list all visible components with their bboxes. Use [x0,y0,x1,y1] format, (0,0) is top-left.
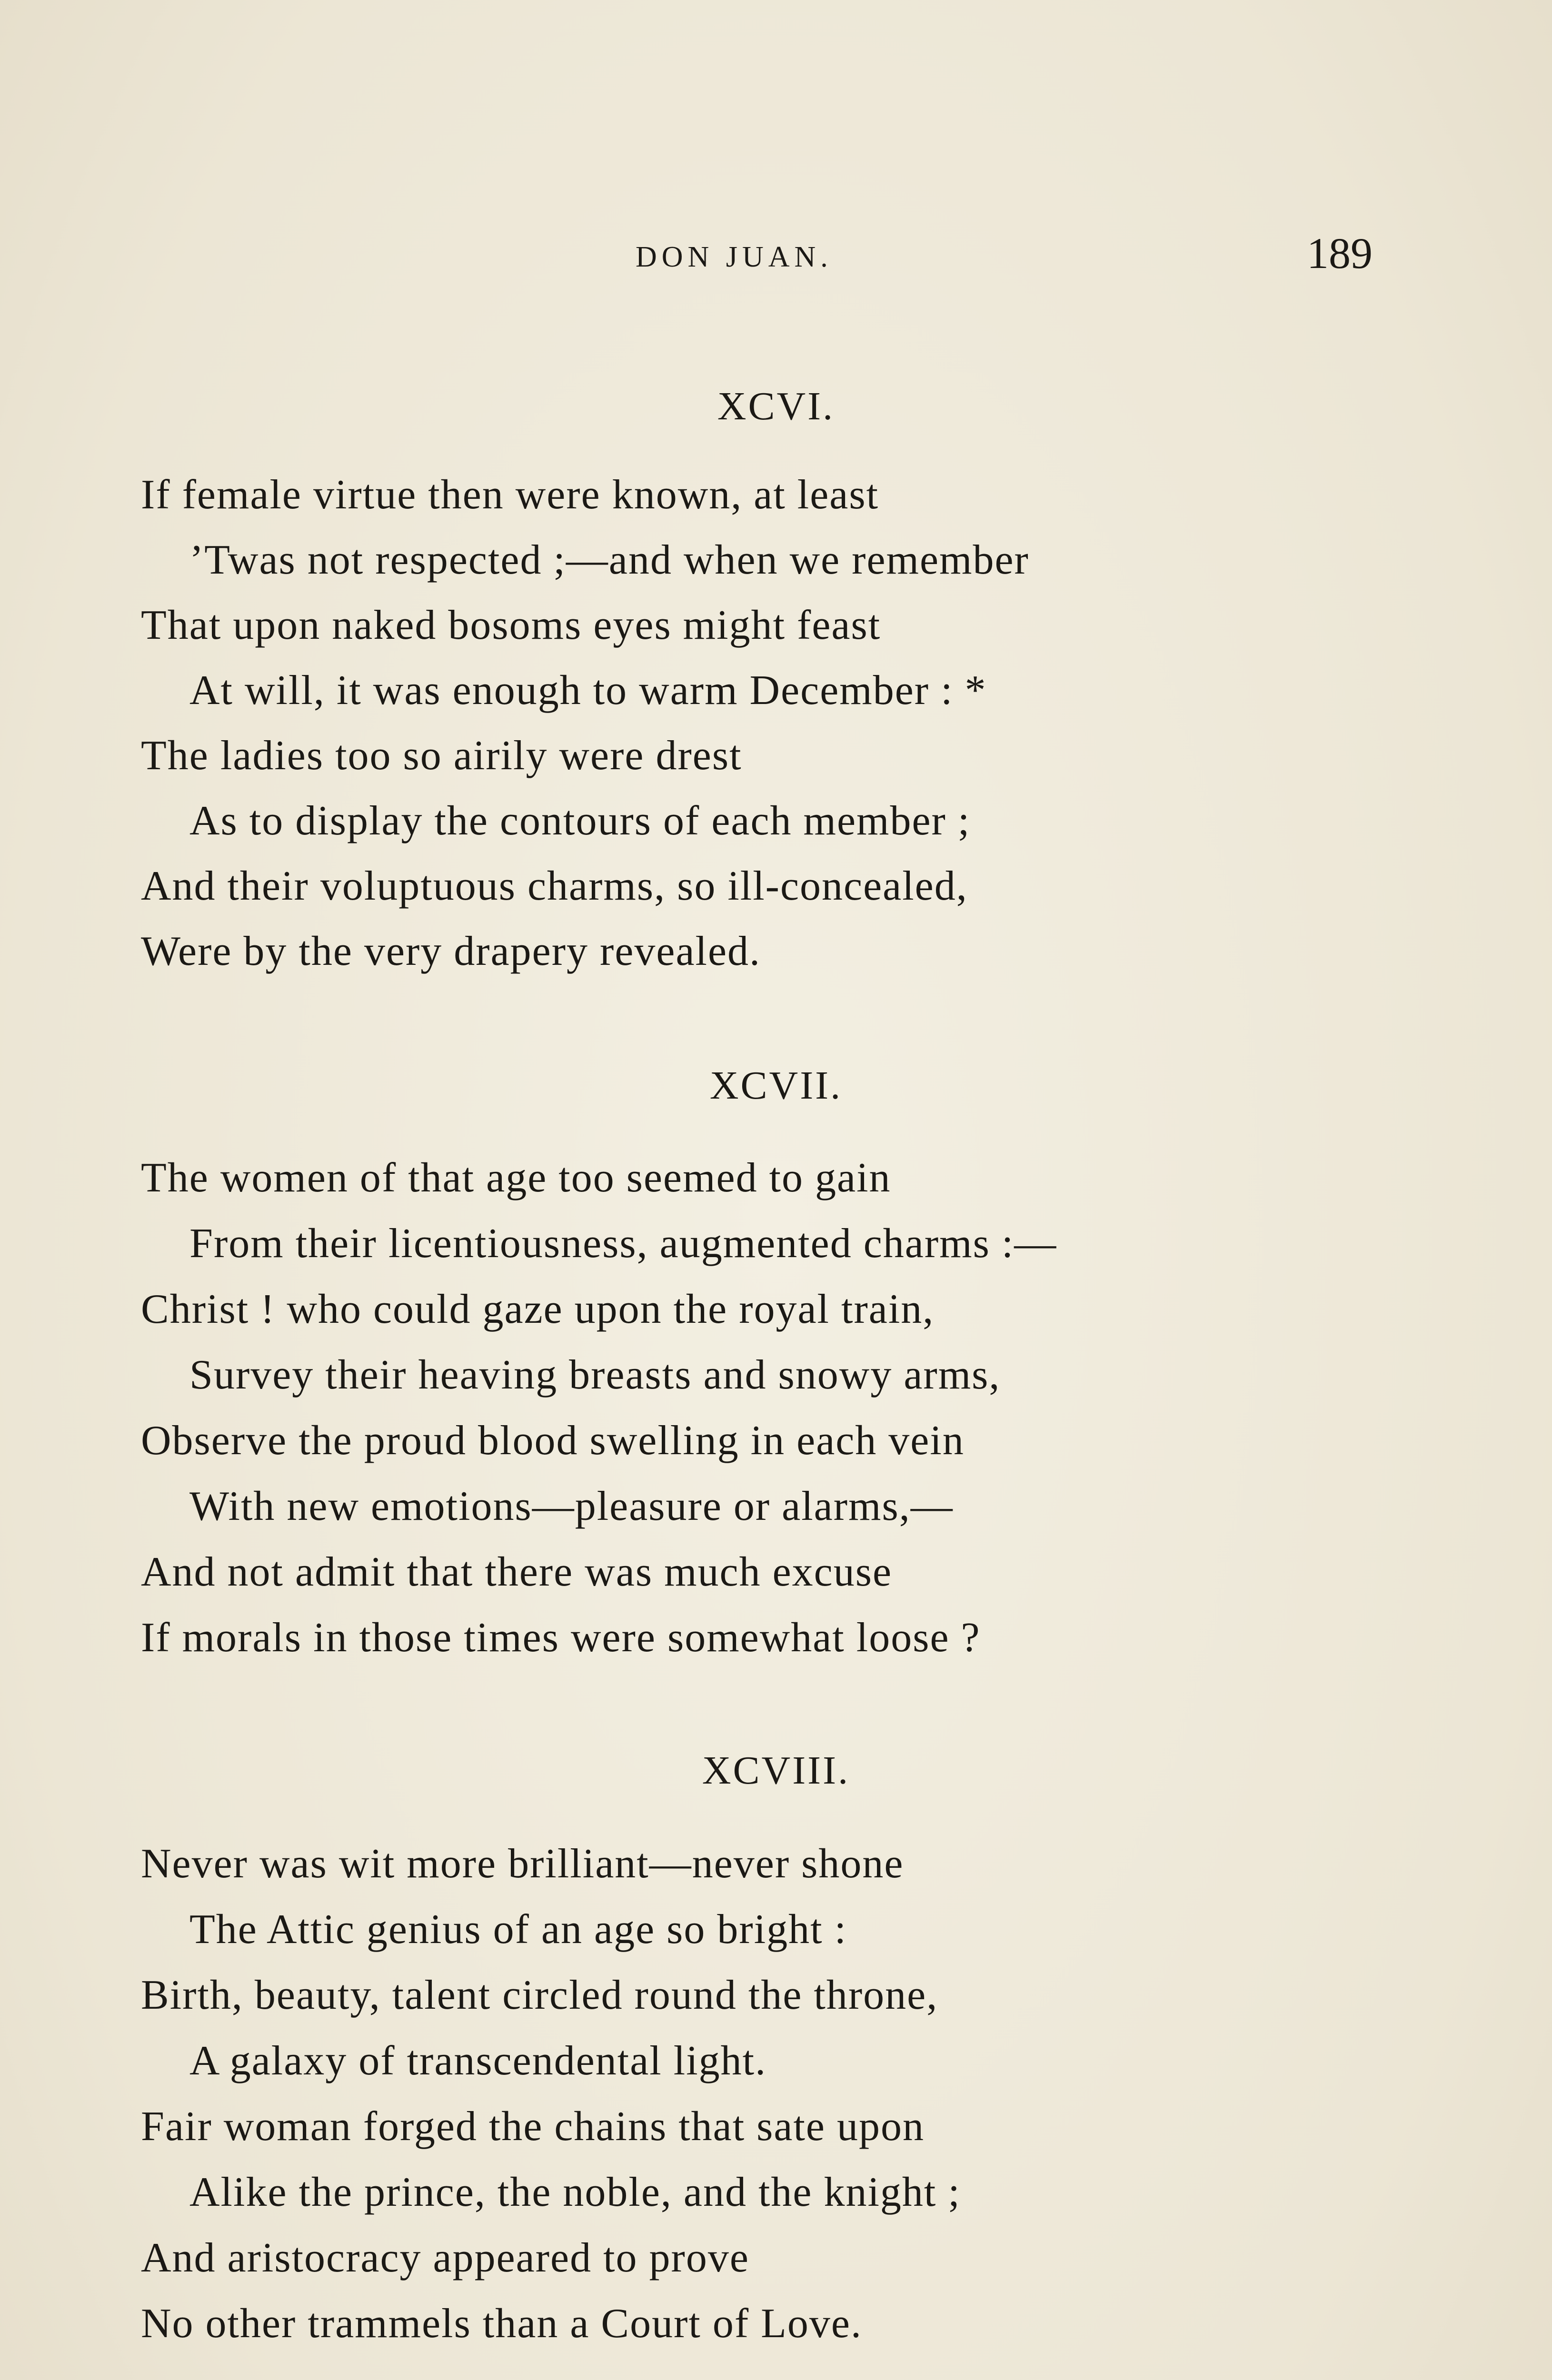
stanza-number: XCVIII. [702,1748,850,1793]
poem-line: The women of that age too seemed to gain [141,1155,891,1201]
poem-line: From their licentiousness, augmented charms :— [189,1220,1057,1267]
poem-line: Christ ! who could gaze upon the royal train, [141,1286,935,1332]
running-title: DON JUAN. [636,241,833,273]
poem-line: At will, it was enough to warm December : * [189,667,987,714]
stanza-number: XCVI. [717,384,835,428]
poem-line: Were by the very drapery revealed. [141,928,761,974]
poem-line: Observe the proud blood swelling in each vein [141,1418,965,1464]
poem-line: ’Twas not respected ;—and when we remember [189,537,1029,583]
poem-line: Never was wit more brilliant—never shone [141,1841,904,1887]
stanza-number: XCVII. [709,1063,843,1108]
poem-line: A galaxy of transcendental light. [189,2038,767,2084]
poem-line: As to display the contours of each member ; [189,798,971,844]
poem-line: And aristocracy appeared to prove [141,2235,749,2281]
poem-line: And not admit that there was much excuse [141,1549,893,1595]
poem-line: And their voluptuous charms, so ill-concealed, [141,863,968,909]
poem-line: The Attic genius of an age so bright : [189,1906,847,1953]
poem-line: If morals in those times were somewhat loose ? [141,1615,981,1661]
poem-line: Fair woman forged the chains that sate upon [141,2103,925,2150]
poem-line: If female virtue then were known, at least [141,472,879,518]
poem-line: The ladies too so airily were drest [141,733,742,779]
running-head [0,229,1552,278]
poem-line: No other trammels than a Court of Love. [141,2301,862,2347]
poem-line: That upon naked bosoms eyes might feast [141,602,881,648]
poem-line: With new emotions—pleasure or alarms,— [189,1483,954,1529]
poem-line: Birth, beauty, talent circled round the throne, [141,1972,938,2018]
poem-line: Survey their heaving breasts and snowy arms, [189,1352,1001,1398]
page-number: 189 [1307,229,1373,278]
poem-line: Alike the prince, the noble, and the knight ; [189,2169,961,2215]
